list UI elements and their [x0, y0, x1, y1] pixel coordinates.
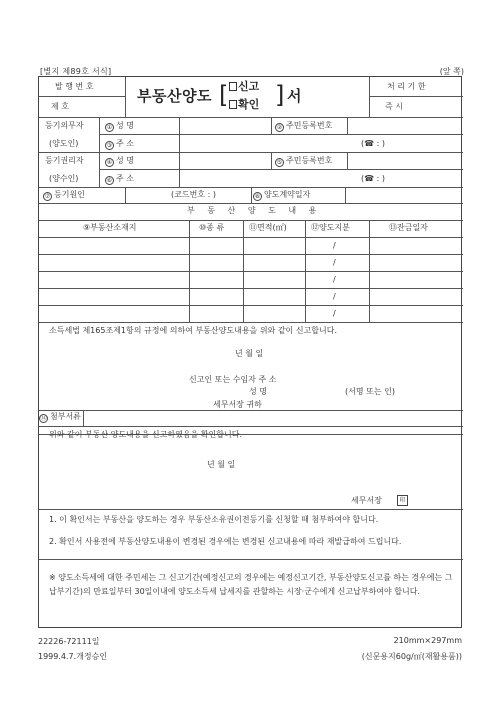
transferor-address-field[interactable] — [180, 135, 358, 151]
paper-spec: (신문용지60g/㎡(재활용품)) — [361, 652, 462, 661]
transferor-name-field[interactable] — [180, 118, 270, 133]
star-note: ※ 양도소득세에 대한 주민세는 그 신고기간(예정신고의 경우에는 예정신고기간, 부동산양도신고를 하는 경우에는 그 납부기간)의 만료일부터 30일이내에 양도소득세 납세지를 관할하는 시장·군수에게 신고납부하여야 합니다. — [49, 573, 453, 596]
option-confirm: 확인 — [229, 99, 259, 110]
process-period-label: 처 리 기 한 — [387, 82, 426, 91]
note-1: 1. 이 확인서는 부동산을 양도하는 경우 부동산소유권이전등기를 신청할 때 첨부하여야 합니다. — [49, 515, 379, 524]
transferor-phone-label: (☎ : ) — [361, 139, 385, 148]
addressee-label: 세무서장 귀하 — [213, 400, 262, 409]
transferee-address-label: ⑥ 주 소 — [106, 174, 134, 184]
transferor-name-label: ① 성 명 — [106, 121, 134, 131]
transferee-id-field[interactable] — [348, 153, 462, 168]
transferor-id-label: ② 주민등록번호 — [276, 121, 333, 131]
detail-section-title: 부 동 산 양 도 내 용 — [187, 206, 322, 215]
signature-label: (서명 또는 인) — [345, 387, 395, 396]
issue-number-label: 발 행 번 호 — [55, 82, 94, 91]
col-header-area: ⑪면적(㎡) — [249, 223, 287, 232]
paper-size: 210mm×297mm — [393, 636, 462, 645]
transferee-role-label: 등기권리자 — [45, 156, 84, 165]
transferor-id-field[interactable] — [348, 118, 462, 133]
transferee-name-label: ④ 성 명 — [106, 156, 134, 166]
confirmation-signer: 세무서장 — [351, 496, 382, 505]
col-header-location: ⑨부동산소재지 — [83, 223, 137, 232]
col-header-type: ⑩종 류 — [199, 223, 225, 232]
jeho-label: 제 호 — [51, 102, 69, 111]
immediate-label: 즉 시 — [385, 102, 403, 111]
form-title: 부동산양도 — [137, 87, 212, 105]
left-bracket: [ — [219, 81, 229, 109]
declarant-address-label: 신고인 또는 수임자 주 소 — [189, 375, 277, 384]
cause-label: ⑦ 등기원인 — [44, 190, 85, 200]
confirm-checkbox[interactable] — [229, 100, 237, 109]
transferee-name-field[interactable] — [180, 153, 270, 168]
form-code: 22226-72111일 — [38, 637, 100, 646]
declaration-date: 년 월 일 — [235, 349, 264, 358]
share-slash: / — [333, 258, 336, 267]
confirmation-statement: 위와 같이 부동산 양도내용을 신고하였음을 확인합니다. — [49, 430, 242, 439]
official-stamp: 印 — [397, 495, 408, 506]
col-header-share: ⑫양도지분 — [311, 223, 350, 232]
cause-field[interactable] — [126, 188, 170, 202]
approval-date: 1999.4.7.개정승인 — [38, 652, 108, 661]
contract-date-field[interactable] — [346, 188, 462, 202]
form-title-suffix: 서 — [287, 87, 302, 105]
declarant-name-label: 성 명 — [249, 387, 267, 396]
transferee-id-label: ⑤ 주민등록번호 — [276, 156, 333, 166]
report-checkbox[interactable] — [229, 82, 237, 91]
share-slash: / — [333, 309, 336, 318]
transferee-phone-label: (☎ : ) — [361, 174, 385, 183]
transferee-address-field[interactable] — [180, 170, 358, 186]
share-slash: / — [333, 275, 336, 284]
option-report: 신고 — [229, 81, 259, 92]
declaration-statement: 소득세법 제165조제1항의 규정에 의하여 부동산양도내용을 위와 같이 신고합니다. — [49, 326, 337, 335]
share-slash: / — [333, 292, 336, 301]
confirmation-date: 년 월 일 — [207, 460, 236, 469]
right-bracket: ] — [275, 81, 285, 109]
form-number: [별지 제89호 서식] — [40, 67, 112, 76]
page-side-label: (앞 쪽) — [439, 67, 464, 76]
transferee-role-sub: (양수인) — [49, 174, 79, 183]
transferor-address-label: ③ 주 소 — [106, 139, 134, 149]
attachment-label: ⑭ 첨부서류 — [40, 412, 81, 422]
share-slash: / — [333, 241, 336, 250]
declaration-form — [38, 76, 462, 628]
col-header-balance-date: ⑬잔금일자 — [389, 223, 428, 232]
attachment-field[interactable] — [84, 411, 462, 425]
note-2: 2. 확인서 사용전에 부동산양도내용이 변경된 경우에는 변경된 신고내용에 따라 재발급하여 드립니다. — [49, 537, 402, 546]
transferor-role-sub: (양도인) — [49, 139, 79, 148]
contract-date-label: ⑧ 양도계약일자 — [254, 190, 311, 200]
code-number-label: (코드번호 : ) — [171, 190, 216, 199]
transferor-role-label: 등기의무자 — [45, 121, 84, 130]
